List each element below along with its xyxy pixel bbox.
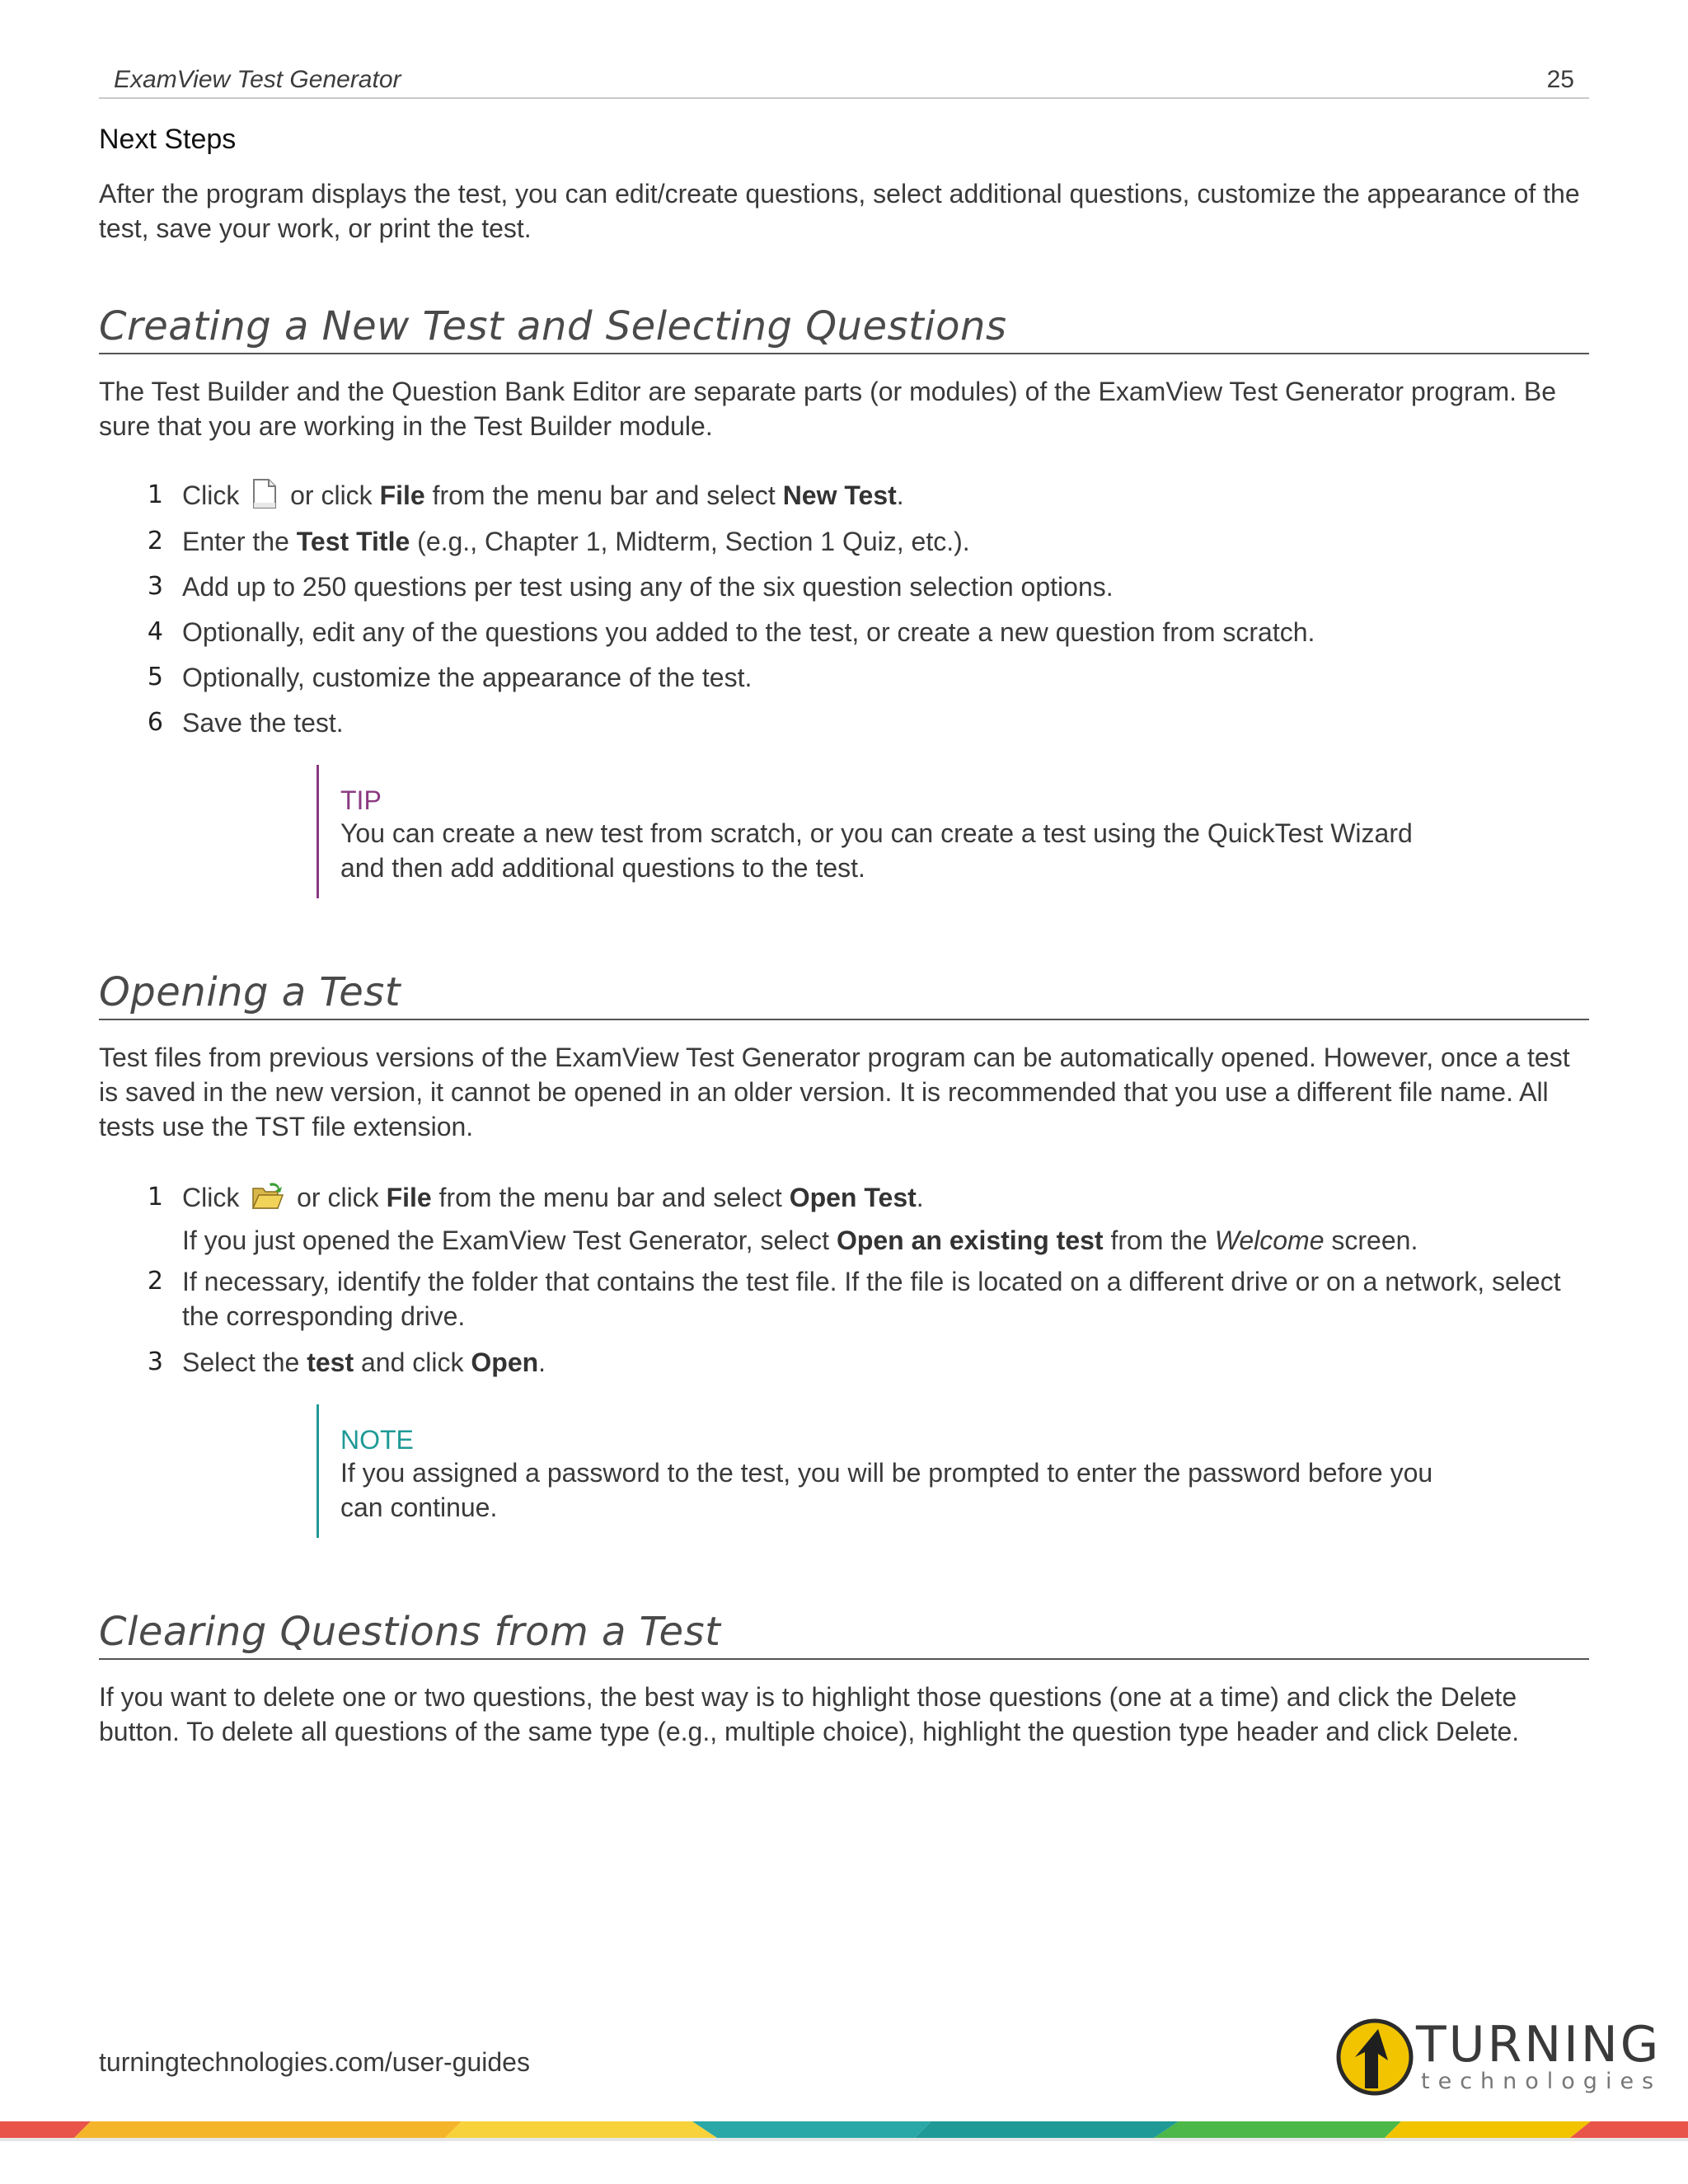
footer-url[interactable]: turningtechnologies.com/user-guides [99,2047,530,2077]
section-heading-opening: Opening a Test [99,969,1589,1020]
list-item: 6 Save the test. [147,708,344,738]
opening-steps-list [132,1180,1591,1390]
tip-callout [316,765,1494,898]
next-steps-heading: Next Steps [99,124,237,155]
creating-intro-paragraph: The Test Builder and the Question Bank Editor are separate parts (or modules) of the ExamView Test Generator program. Be sure that you are working in the Test Builder module. [99,377,1557,441]
note-label: NOTE [340,1425,414,1455]
logo-arrow-icon [1335,2018,1414,2097]
list-item: 2 If necessary, identify the folder that contains the test file. If the file is located on a different drive or on a network, select the corresponding drive. [147,1267,1561,1331]
tip-label: TIP [340,785,382,815]
section-heading-creating: Creating a New Test and Selecting Questions [99,303,1589,354]
section-heading-clearing: Clearing Questions from a Test [99,1609,1589,1660]
turning-technologies-logo [1335,2016,1662,2098]
list-item: 5 Optionally, customize the appearance of the test. [147,663,753,692]
note-callout [316,1404,1494,1538]
list-item: 1 Click or click File from the menu bar and select Open Test. If you just opened the ExamView Test Generator, select Open an existing test from the Welcome screen. [132,1180,1591,1264]
document-title: ExamView Test Generator [114,66,401,93]
page-number: 25 [1546,66,1574,93]
list-item: 1 Click or click File from the menu bar and select New Test. [132,478,1591,524]
open-folder-icon[interactable] [251,1180,284,1220]
clearing-paragraph: If you want to delete one or two questions, the best way is to highlight those questions (one at a time) and click the Delete button. To delete all questions of the same type (e.g., multiple choice), highlight the question type header and click Delete. [99,1682,1520,1746]
list-item: 3 Add up to 250 questions per test using any of the six question selection options. [147,572,1114,602]
logo-subtitle: technologies [1421,2069,1662,2094]
opening-intro-paragraph: Test files from previous versions of the ExamView Test Generator program can be automatically opened. However, once a test is saved in the new version, it cannot be opened in an older version. It is recommended that you use a different file name. All tests use the TST file extension. [99,1043,1570,1141]
tip-text: You can create a new test from scratch, or you can create a test using the QuickTest Wizard and then add additional questions to the test. [340,818,1413,883]
list-item: 2 Enter the Test Title (e.g., Chapter 1, Midterm, Section 1 Quiz, etc.). [147,527,970,556]
next-steps-paragraph: After the program displays the test, you can edit/create questions, select additional questions, customize the appearance of the test, save your work, or print the test. [99,179,1580,243]
note-text: If you assigned a password to the test, you will be prompted to enter the password before you can continue. [340,1458,1433,1522]
list-item: 4 Optionally, edit any of the questions you added to the test, or create a new question from scratch. [147,617,1315,647]
running-header [99,63,1589,99]
list-item: 3 Select the test and click Open. [147,1347,546,1377]
logo-wordmark: TURNING [1416,2016,1662,2074]
creating-steps-list [132,478,1591,751]
step-sub-paragraph: If you just opened the ExamView Test Generator, select Open an existing test from the Welcome screen. [182,1226,1418,1255]
new-document-icon[interactable] [251,478,278,518]
footer-color-stripe [0,2116,1688,2141]
